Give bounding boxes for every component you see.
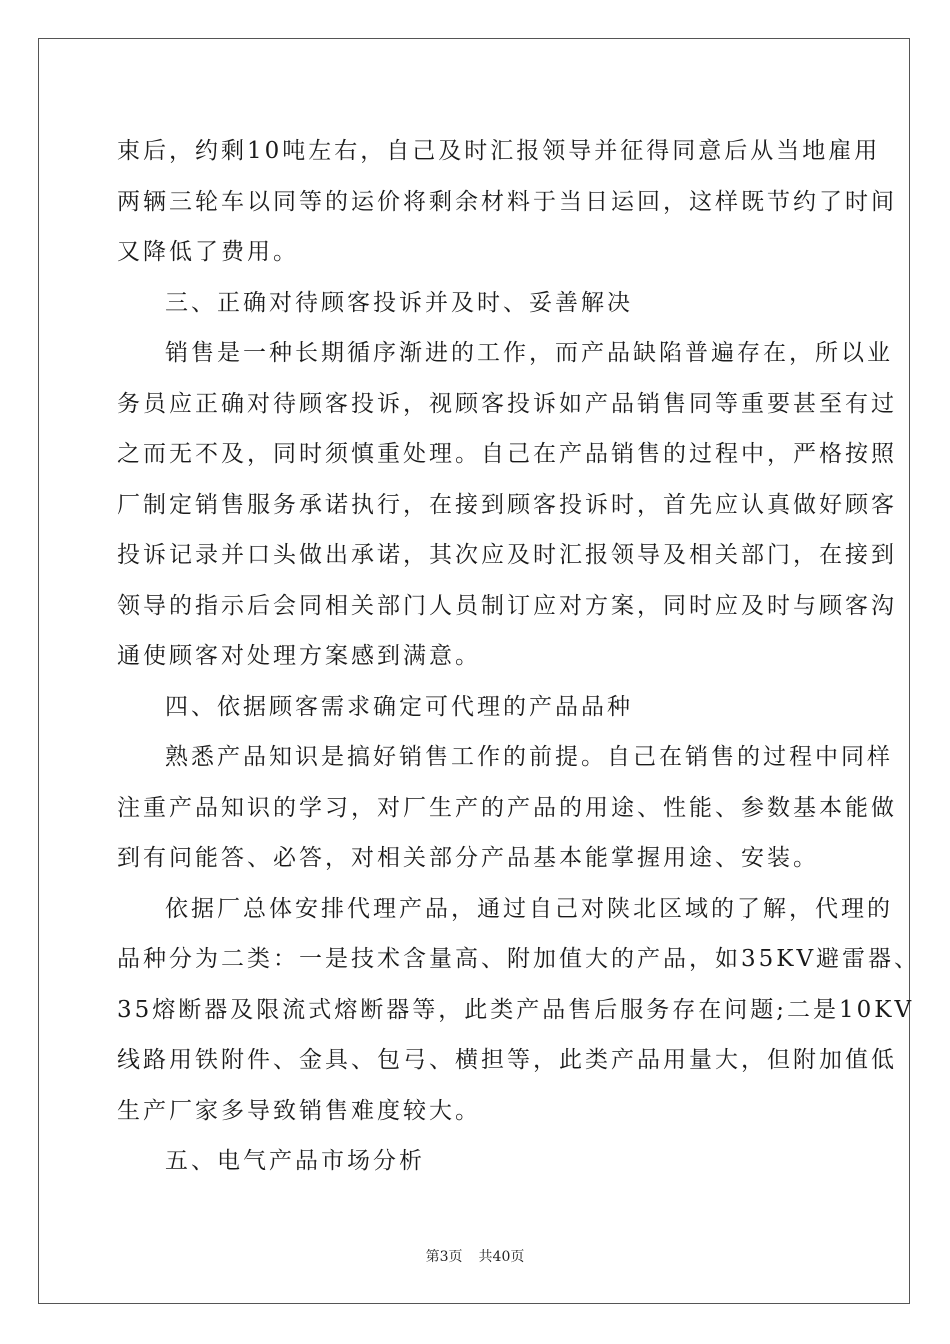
- paragraph: [117, 732, 897, 884]
- heading-text: 四、依据顾客需求确定可代理的产品品种: [165, 693, 633, 720]
- text-line: 投诉记录并口头做出承诺，其次应及时汇报领导及相关部门，在接到: [117, 542, 897, 568]
- text-line: 领导的指示后会同相关部门人员制订应对方案，同时应及时与顾客沟: [117, 592, 897, 619]
- paragraph: [117, 328, 897, 682]
- text-line: 到有问能答、必答，对相关部分产品基本能掌握用途、安装。: [117, 845, 819, 871]
- text-line: 束后，约剩10吨左右，自己及时汇报领导并征得同意后从当地雇用: [117, 138, 881, 164]
- text-line: 熟悉产品知识是搞好销售工作的前提。自己在销售的过程中同样: [165, 744, 893, 770]
- section-heading: [117, 278, 862, 329]
- heading-text: 三、正确对待顾客投诉并及时、妥善解决: [165, 289, 633, 316]
- document-body: [117, 126, 921, 1187]
- heading-text: 五、电气产品市场分析: [165, 1148, 425, 1174]
- text-line: 销售是一种长期循序渐进的工作，而产品缺陷普遍存在，所以业: [165, 340, 893, 366]
- section-heading: [117, 682, 862, 733]
- text-line: 线路用铁附件、金具、包弓、横担等，此类产品用量大，但附加值低: [117, 1047, 897, 1073]
- text-line: 品种分为二类：一是技术含量高、附加值大的产品，如35KV避雷器、: [117, 946, 921, 972]
- text-line: 生产厂家多导致销售难度较大。: [117, 1097, 481, 1124]
- section-heading: [117, 1136, 862, 1187]
- paragraph: [117, 884, 921, 1137]
- paragraph: [117, 126, 897, 278]
- text-line: 注重产品知识的学习，对厂生产的产品的用途、性能、参数基本能做: [117, 794, 897, 821]
- text-line: 依据厂总体安排代理产品，通过自己对陕北区域的了解，代理的: [165, 895, 893, 922]
- text-line: 两辆三轮车以同等的运价将剩余材料于当日运回，这样既节约了时间: [117, 188, 897, 215]
- text-line: 35熔断器及限流式熔断器等，此类产品售后服务存在问题;二是10KV: [117, 996, 915, 1023]
- text-line: 厂制定销售服务承诺执行，在接到顾客投诉时，首先应认真做好顾客: [117, 491, 897, 518]
- page-number: 第3页: [425, 1249, 463, 1265]
- text-line: 又降低了费用。: [117, 239, 299, 265]
- text-line: 之而无不及，同时须慎重处理。自己在产品销售的过程中，严格按照: [117, 441, 897, 467]
- text-line: 务员应正确对待顾客投诉，视顾客投诉如产品销售同等重要甚至有过: [117, 390, 897, 417]
- text-line: 通使顾客对处理方案感到满意。: [117, 643, 481, 669]
- page-total: 共40页: [478, 1249, 525, 1265]
- page-footer: [0, 1246, 950, 1266]
